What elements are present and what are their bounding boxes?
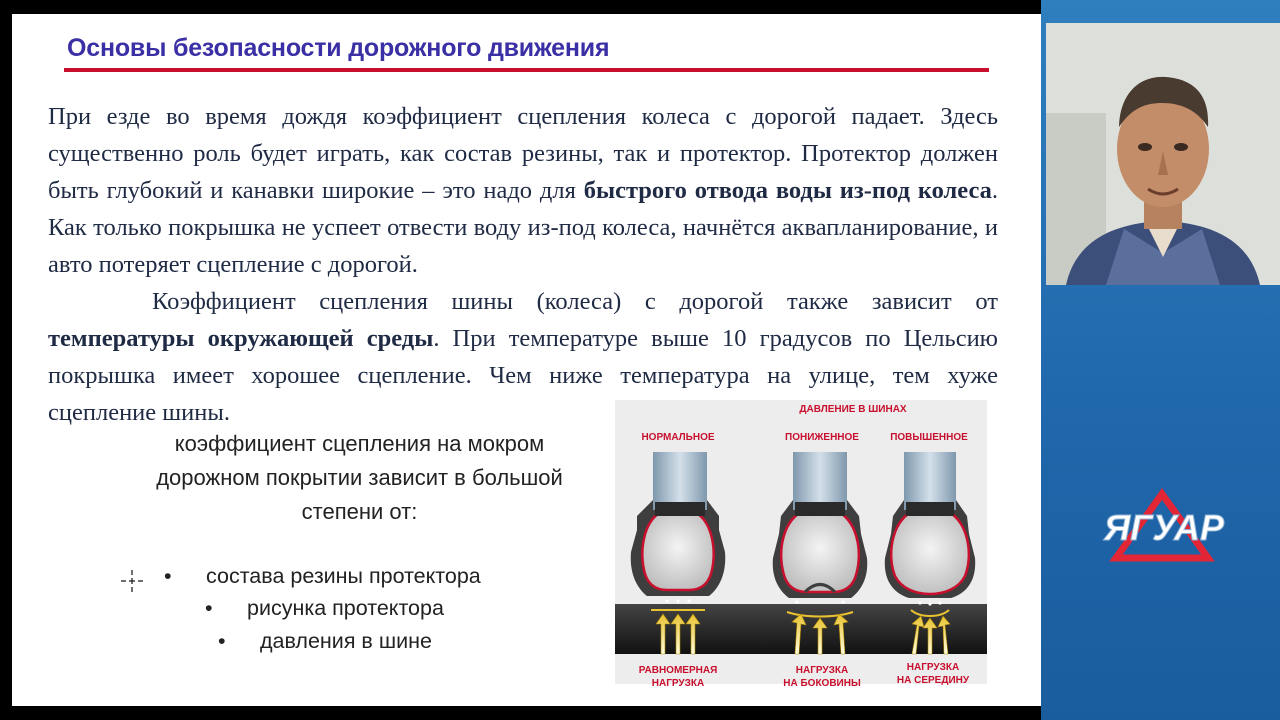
- bullet: •: [205, 596, 213, 620]
- webcam-video: [1046, 23, 1280, 285]
- diagram-title: ДАВЛЕНИЕ В ШИНАХ: [799, 404, 907, 415]
- factor-item: [205, 596, 444, 621]
- load-label-line: РАВНОМЕРНАЯ: [638, 665, 718, 676]
- factors-subheading: коэффициент сцепления на мокром дорожном покрытии зависит в большой степени от:: [156, 431, 563, 524]
- factor-label: рисунка протектора: [247, 596, 444, 620]
- tire-pressure-diagram: [615, 392, 987, 692]
- title-underline: [64, 68, 989, 72]
- paragraph-rain: [48, 98, 998, 283]
- paragraph-temperature-bold: температуры окружающей среды: [48, 325, 434, 352]
- crosshair-cursor-icon: [120, 569, 144, 593]
- slide-body-text: [48, 98, 998, 431]
- load-label-line: НАГРУЗКА: [795, 665, 849, 676]
- paragraph-rain-text-2: . Как только покрышка не успеет отвести воду из-под колеса, начнётся аквапланирование, и авто потеряет сцепление с дорогой.: [48, 177, 999, 278]
- load-label-line: НА СЕРЕДИНУ: [896, 675, 970, 686]
- paragraph-temperature-text-2: . При температуре выше 10 градусов по Цельсию покрышка имеет хорошее сцепление. Чем ниже температура на улице, тем хуже сцепление шины.: [48, 325, 998, 426]
- logo-text: ЯГУАР: [1103, 507, 1225, 548]
- state-label-normal: НОРМАЛЬНОЕ: [641, 432, 715, 443]
- factor-item: [164, 564, 481, 589]
- bullet: •: [164, 564, 172, 588]
- state-label-high: ПОВЫШЕННОЕ: [890, 432, 968, 443]
- jaguar-logo: [1066, 488, 1262, 562]
- factor-label: состава резины протектора: [206, 564, 481, 588]
- paragraph-temperature-text-1: Коэффициент сцепления шины (колеса) с дорогой также зависит от: [152, 288, 998, 315]
- factor-label: давления в шине: [260, 629, 432, 653]
- load-label-line: НАГРУЗКА: [906, 662, 960, 673]
- load-label-line: НА БОКОВИНЫ: [783, 678, 861, 689]
- presenter-video-frame: [1046, 23, 1280, 285]
- paragraph-rain-bold: быстрого отвода воды из-под колеса: [583, 177, 992, 204]
- factor-item: [218, 629, 432, 654]
- state-label-low: ПОНИЖЕННОЕ: [785, 432, 859, 443]
- load-label-line: НАГРУЗКА: [651, 678, 705, 689]
- presentation-slide: [12, 14, 1041, 706]
- slide-title: Основы безопасности дорожного движения: [67, 34, 610, 62]
- paragraph-rain-text-1: При езде во время дождя коэффициент сцепления колеса с дорогой падает. Здесь существенно роль будет играть, как состав резины, так и протектор. Протектор должен быть глубокий и канавки широкие – это надо для: [48, 103, 998, 204]
- bullet: •: [218, 629, 226, 653]
